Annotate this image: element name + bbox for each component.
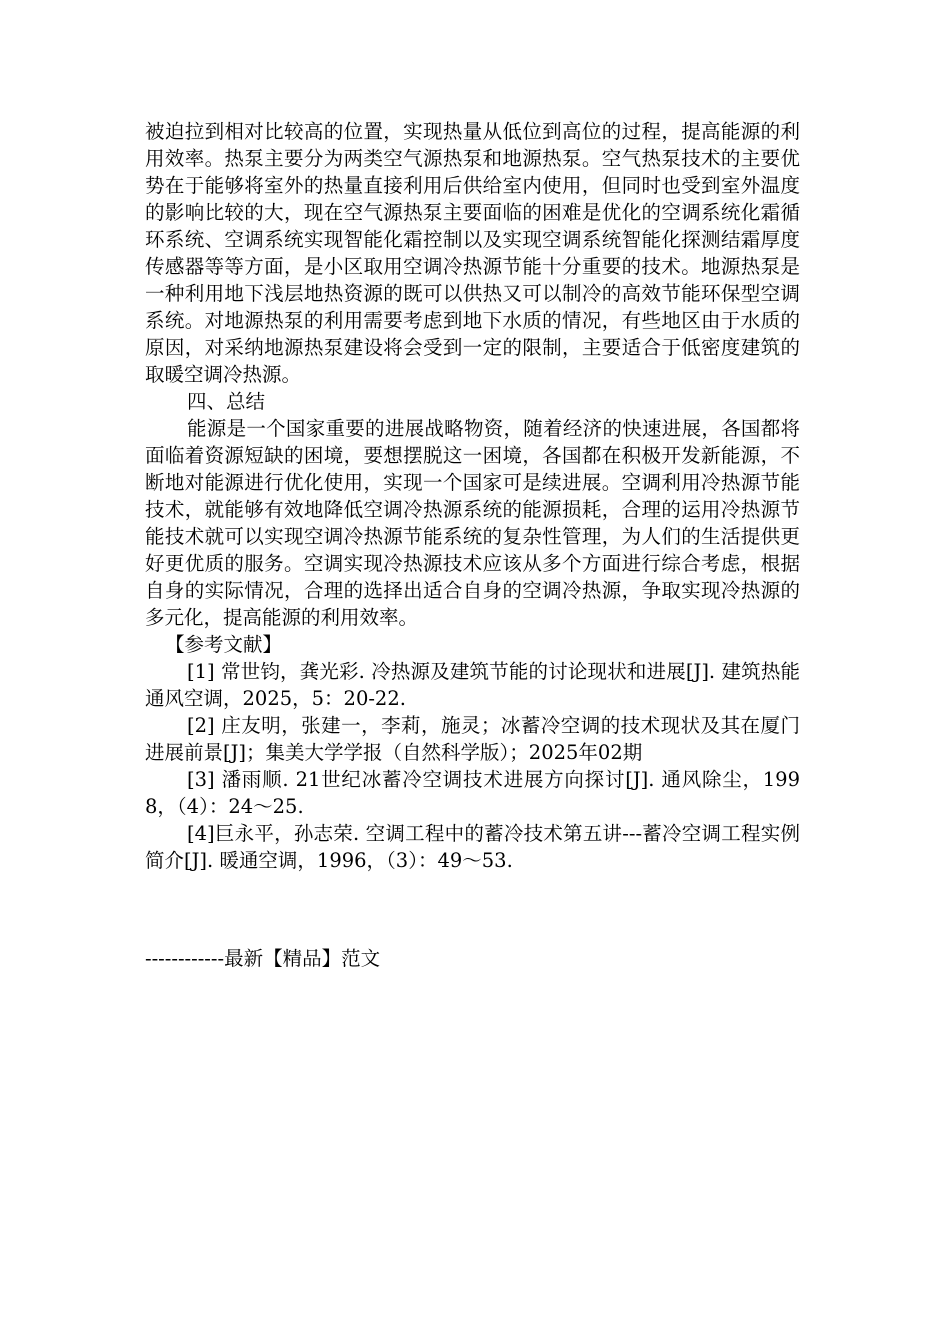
references-heading: 【参考文献】 (165, 633, 283, 656)
section-heading: 四、总结 (187, 390, 266, 413)
conclusion-paragraph: 能源是一个国家重要的进展战略物资，随着经济的快速进展，各国都将面临着资源短缺的困境，要想摆脱这一困境，各国都在积极开发新能源，不断地对能源进行优化使用，实现一个国家可是续进展。空调利用冷热源节能技术，就能够有效地降低空调冷热源系统的能源损耗，合理的运用冷热源节能技术就可以实现空调冷热源节能系统的复杂性管理，为人们的生活提供更好更优质的服务。空调实现冷热源技术应该从多个方面进行综合考虑，根据自身的实际情况，合理的选择出适合自身的空调冷热源，争取实现冷热源的多元化，提高能源的利用效率。 (145, 417, 800, 629)
reference-item-4: [4]巨永平，孙志荣. 空调工程中的蓄冷技术第五讲---蓄冷空调工程实例简介[J]. 暖通空调，1996，（3）：49～53. (145, 822, 800, 872)
reference-item-3: [3] 潘雨顺. 21世纪冰蓄冷空调技术进展方向探讨[J]. 通风除尘，1998，（4）：24～25. (145, 768, 800, 818)
footer-tagline: ------------最新【精品】范文 (145, 947, 381, 970)
reference-item-2: [2] 庄友明，张建一，李莉，施灵；冰蓄冷空调的技术现状及其在厦门进展前景[J]；集美大学学报（自然科学版）；2025年02期 (145, 714, 800, 764)
reference-item-1: [1] 常世钧，龚光彩. 冷热源及建筑节能的讨论现状和进展[J]. 建筑热能通风空调，2025，5：20-22. (145, 660, 800, 710)
document-body (145, 118, 800, 874)
continued-paragraph: 被迫拉到相对比较高的位置，实现热量从低位到高位的过程，提高能源的利用效率。热泵主要分为两类空气源热泵和地源热泵。空气热泵技术的主要优势在于能够将室外的热量直接利用后供给室内使用，但同时也受到室外温度的影响比较的大，现在空气源热泵主要面临的困难是优化的空调系统化霜循环系统、空调系统实现智能化霜控制以及实现空调系统智能化探测结霜厚度传感器等等方面，是小区取用空调冷热源节能十分重要的技术。地源热泵是一种利用地下浅层地热资源的既可以供热又可以制冷的高效节能环保型空调系统。对地源热泵的利用需要考虑到地下水质的情况，有些地区由于水质的原因，对采纳地源热泵建设将会受到一定的限制，主要适合于低密度建筑的取暖空调冷热源。 (145, 120, 800, 386)
